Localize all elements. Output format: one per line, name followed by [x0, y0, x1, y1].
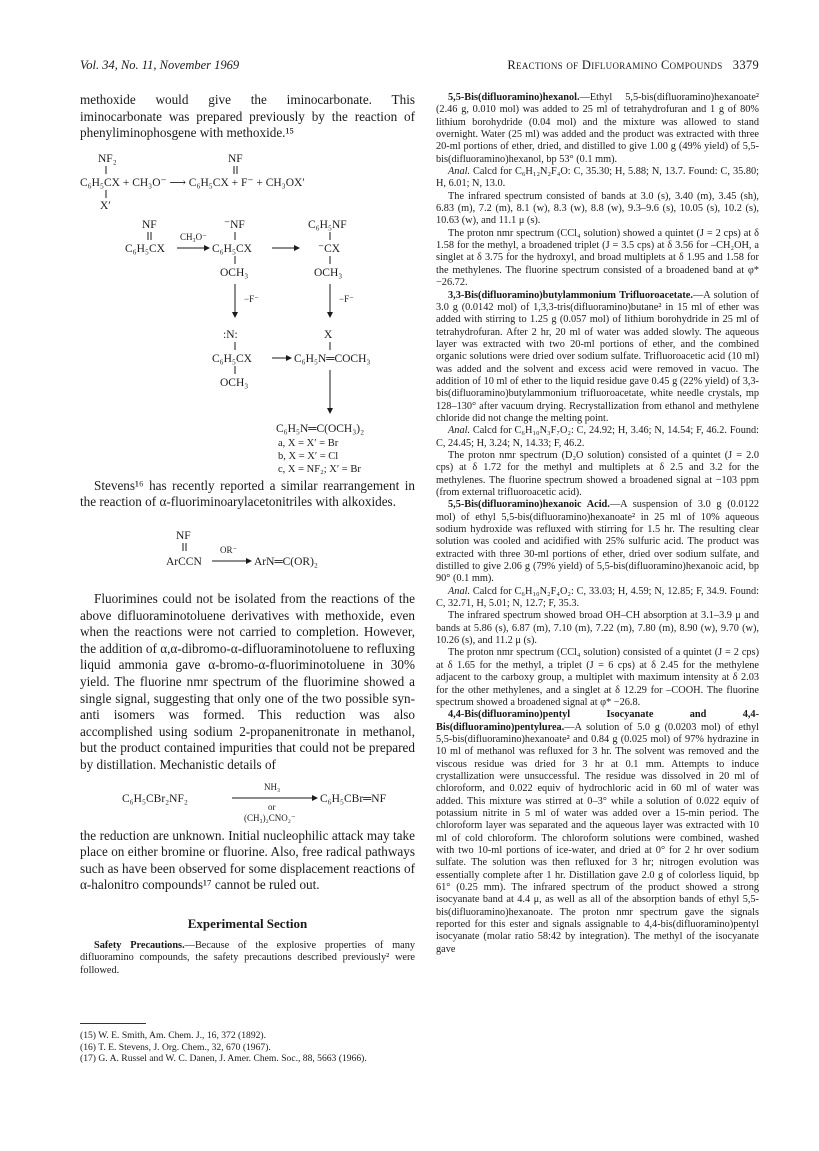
anal-values-hexanol: Calcd for C₆H₁₂N₂F₄O: C, 35.30; H, 5.88; N, 13.7. Found: C, 35.80; H, 6.01; N, 13.0. [436, 166, 759, 190]
nmr-butylammonium: The proton nmr spectrum (D₂O solution) consisted of a quintet (J = 2.0 cps) at δ 1.72 for the methyl and multiplets at δ 2.5 and 3.2 for the methylenes. The fluorine spectrum showed a broadened signal at −103 ppm (from external trifluoroacetic acid). [436, 449, 759, 498]
scheme-reaction-1: C₆H₅CX + CH₃O⁻ ⟶ C₆H₅CX + F⁻ + CH₃OX′ [80, 176, 305, 189]
reaction-scheme-reduction [80, 774, 415, 828]
heading-isocyanate: 4,4-Bis(difluoramino)pentyl Isocyanate and 4,4-Bis(difluoramino)pentylurea. [436, 709, 759, 733]
scheme-x: X [324, 328, 333, 341]
scheme3-or: or [268, 801, 276, 812]
scheme-och3-a: OCH₃ [220, 266, 249, 279]
section-butylammonium [436, 290, 759, 426]
scheme2-reactant: ArCCN [166, 555, 202, 568]
analysis-hexanol [436, 166, 759, 191]
running-title: Reactions of Difluoramino Compounds [507, 58, 723, 72]
paragraph-iminocarbonate: methoxide would give the iminocarbonate. This iminocarbonate was prepared previously by the reaction of phenyliminophosgene with methoxide.¹⁵ [80, 92, 415, 141]
running-header [80, 58, 759, 78]
scheme-imidate: C₆H₅N═COCH₃ [294, 352, 371, 365]
scheme-och3-b: OCH₃ [314, 266, 343, 279]
scheme-och3-c: OCH₃ [220, 376, 249, 389]
scheme-minus-fluoride-a: −F⁻ [244, 293, 259, 304]
paragraph-safety [80, 940, 415, 977]
scheme-variant-b: b, X = X′ = Cl [278, 450, 339, 462]
paragraph-mechanism: the reduction are unknown. Initial nucleophilic attack may take place on either bromine or fluorine. Also, free radical pathways such as have been observed for some displacement reactions of α-halonitro compounds¹⁷ cannot be ruled out. [80, 827, 415, 893]
scheme-nf: NF [228, 152, 243, 165]
journal-volume-date: Vol. 34, No. 11, November 1969 [80, 58, 240, 72]
scheme-intermediate-b: C₆H₅CX [212, 242, 252, 255]
text-hexanol: —Ethyl 5,5-bis(difluoramino)hexanoate² (2.46 g, 0.010 mol) was added to 25 ml of tetrahydrofuran and 1 g of 80% lithium borohydride (0.04 mol) and the mixture was allowed to stand overnight. Water (25 ml) was added and the product was extracted with three 20-ml portions of ether, dried, and distilled to give 1.00 g (49% yield) of 5,5-bis(difluoramino)hexanol, bp 53° (0.1 mm). [436, 92, 759, 165]
nmr-hexanoic-acid: The proton nmr spectrum (CCl₄ solution) consisted of a quintet (J = 2 cps) at δ 1.65 for the methyl, a triplet (J = 6 cps) at δ 2.45 for the methylene adjacent to the carboxy group, a multiplet with maximum intensity at δ 2.03 for the other methylenes, and a singlet at δ 12.29 for –COOH. The fluorine spectrum showed a broadened signal at φ* −26.8. [436, 647, 759, 708]
heading-butylammonium: 3,3-Bis(difluoramino)butylammonium Trifluoroacetate. [448, 289, 693, 301]
paragraph-fluorimines: Fluorimines could not be isolated from the reactions of the above difluoraminotoluene derivatives with methoxide, even when the reactions were not carried to completion. However, the addition of α,α-dibromo-α-difluoraminotoluene to refluxing liquid ammonia gave α-bromo-α-fluoriminotoluene in 30% yield. The fluorine nmr spectrum of the fluorimine showed a single signal, suggesting that only one of the two possible syn-anti isomers was formed. This reduction was also accomplished using sodium 2-propanenitronate in methanol, but the product contained impurities that could not be prepared by distillation. Mechanistic details of [80, 590, 415, 772]
page-number: 3379 [732, 58, 759, 72]
footnote-15: (15) W. E. Smith, Am. Chem. J., 16, 372 (1892). [80, 1030, 267, 1042]
reaction-scheme-stevens [80, 511, 415, 591]
scheme-nitrene: :N: [223, 328, 238, 341]
analysis-butylammonium [436, 425, 759, 450]
section-heading-experimental: Experimental Section [187, 915, 308, 931]
scheme2-nf: NF [176, 529, 191, 542]
anal-values-butylammonium: Calcd for C₆H₁₀N₃F₇O₂: C, 24.92; H, 3.46; N, 14.54; F, 46.2. Found: C, 24.45; H, 3.24; N, 14.33; F, 46.2. [436, 425, 759, 449]
anal-label: Anal. [448, 585, 471, 597]
heading-hexanol: 5,5-Bis(difluoramino)hexanol. [448, 92, 580, 103]
reaction-scheme-methoxide [80, 142, 415, 476]
header-right [507, 58, 759, 73]
scheme-nf2: NF₂ [98, 152, 117, 165]
footnote-16: (16) T. E. Stevens, J. Org. Chem., 32, 670 (1967). [80, 1041, 271, 1053]
scheme-variant-a: a, X = X′ = Br [278, 437, 339, 449]
scheme-intermediate-d: C₆H₅CX [212, 352, 252, 365]
ir-hexanoic-acid: The infrared spectrum showed broad OH–CH absorption at 3.1–3.9 μ and bands at 5.86 (s), 6.87 (m), 7.10 (m), 7.22 (m), 7.80 (m), 8.90 (w), 9.70 (w), 10.26 (s), and 11.2 μ (s). [436, 610, 759, 647]
paragraph-stevens: Stevens¹⁶ has recently reported a similar rearrangement in the reaction of α-fluoriminoarylacetonitriles with alkoxides. [80, 477, 415, 510]
safety-heading: Safety Precautions. [94, 939, 185, 951]
scheme-nf-2: NF [142, 218, 157, 231]
scheme-reagent-methoxide: CH₃O⁻ [180, 231, 207, 242]
scheme-product-iminocarbonate: C₆H₅N═C(OCH₃)₂ [276, 422, 365, 435]
anal-values-hexanoic-acid: Calcd for C₆H₁₀N₂F₄O₂: C, 33.03; H, 4.59; N, 12.85; F, 34.9. Found: C, 32.71, H, 5.01; N, 12.7; F, 35.3. [436, 585, 759, 610]
scheme-variant-c: c, X = NF₂; X′ = Br [278, 463, 361, 475]
ir-hexanol: The infrared spectrum consisted of bands at 3.0 (s), 3.40 (m), 3.45 (sh), 6.83 (m), 7.2 (m), 8.1 (w), 8.3 (w), 8.8 (w), 9.3–9.6 (s), 10.05 (s), 10.2 (s), 10.63 (w), and 11.1 μ (s). [436, 190, 759, 227]
scheme3-reactant: C₆H₅CBr₂NF₂ [122, 792, 188, 805]
analysis-hexanoic-acid [436, 586, 759, 611]
scheme3-product: C₆H₅CBr═NF [320, 792, 387, 805]
scheme-neg-nf: ⁻NF [224, 218, 245, 231]
text-butylammonium: —A solution of 3.0 g (0.0142 mol) of 1,3,3-tris(difluoramino)butane² in 15 ml of ether was added with stirring to 1.25 g (0.057 mol) of lithium borohydride in 25 ml of tetrahydrofuran. After 2 hr, 20 ml of water was added slowly. The aqueous layer was extracted with two 20-ml portions of ether, and the combined organic solutions were dried over sodium sulfate. Trifluoroacetic acid (10 ml) was added and the solvent and excess acid were removed in vacuo. The addition of 10 ml of ether to the liquid residue gave 0.45 g (22% yield) of 3,3-bis(difluoramino)butylammonium trifluoroacetate, white needle crystals, mp 128–130° after vacuum drying. Recrystallization from ethanol and methylene chloride did not change the melting point. [436, 289, 759, 424]
scheme2-reagent: OR⁻ [220, 544, 238, 555]
scheme3-reagent-nitronate: (CH₃)₂CNO₂⁻ [244, 812, 296, 823]
scheme-intermediate-a: C₆H₅CX [125, 242, 165, 255]
safety-text: —Because of the explosive properties of many difluoramino compounds, the safety precautions described previously² were followed. [80, 939, 415, 976]
text-hexanoic-acid: —A suspension of 3.0 g (0.0122 mol) of ethyl 5,5-bis(difluoramino)hexanoate² in 25 ml of 10% aqueous sodium hydroxide was refluxed with stirring for 1.5 hr. The resulting clear solution was cooled and acidified with 25% sulfuric acid. The product was extracted with three 30-ml portions of ether, dried over sodium sulfate, and distilled to give 2.06 g (79% yield) of 5,5-bis(difluoramino)hexanoic acid, bp 90° (0.1 mm). [436, 499, 759, 585]
section-hexanol [436, 92, 759, 166]
left-column [80, 92, 415, 1065]
heading-hexanoic-acid: 5,5-Bis(difluoramino)hexanoic Acid. [448, 499, 610, 511]
scheme-x-prime: X′ [100, 199, 111, 212]
right-column [436, 92, 759, 956]
anal-label: Anal. [448, 425, 471, 437]
section-isocyanate [436, 709, 759, 956]
footnote-divider [80, 1023, 146, 1024]
scheme-minus-fluoride-b: −F⁻ [339, 293, 354, 304]
section-hexanoic-acid [436, 499, 759, 585]
footnote-17: (17) G. A. Russel and W. C. Danen, J. Amer. Chem. Soc., 88, 5663 (1966). [80, 1053, 367, 1065]
anal-label: Anal. [448, 166, 471, 178]
text-isocyanate: —A solution of 5.0 g (0.0203 mol) of ethyl 5,5-bis(difluoramino)hexanoate² and 0.84 g (0.025 mol) of 97% hydrazine in 10 ml of methanol was refluxed for 3 hr. The solvent was removed and the viscous residue was dried for 3 hr at 0.1 mm. Attempts to induce crystallization were unsuccessful. The residue was dissolved in 20 ml of chloroform, and 0.022 equiv of hydrochloric acid in 60 ml of water was added. This mixture was stirred at 0–3° while a solution of 0.022 equiv of potassium nitrite in 5 ml of water was added over a 15-min period. The chloroform layer was separated and the aqueous layer was extracted with 10 ml of cold chloroform. The chloroform solutions were combined, washed with two 10-ml portions of ice-water, and dried at 0° for 2 hr over sodium sulfate. The solution was then refluxed for 3 hr; nitrogen evolution was essentially complete after 1 hr. Distillation gave 2.0 g of colorless liquid, bp 61° (0.25 mm). The infrared spectrum of the product showed a strong isocyanate band at 4.4 μ, as well as all of the absorption bands of ethyl 5,5-bis(difluoramino)hexanoate. The proton nmr spectrum gave the signals reported for this ester and signals assignable to 4,4-bis(difluoramino)pentyl isocyanate (molar ratio 58:42 by integration). The methyl of the isocyanate gave [436, 721, 759, 955]
nmr-hexanol: The proton nmr spectrum (CCl₄ solution) showed a quintet (J = 2 cps) at δ 1.58 for the methyl, a broadened triplet (J = 3.5 cps) at δ 3.56 for –CH₂OH, a singlet at δ 3.75 for the hydroxyl, and broad multiplets at δ 1.95 and 1.58 for the methylenes. The fluorine spectrum consisted of a broadened band at φ* −26.72. [436, 227, 759, 289]
scheme-phenyl-nf: C₆H₅NF [308, 218, 347, 231]
scheme3-reagent-ammonia: NH₃ [264, 781, 281, 792]
scheme-intermediate-c: ⁻CX [318, 242, 341, 255]
scheme2-product: ArN═C(OR)₂ [254, 555, 318, 568]
